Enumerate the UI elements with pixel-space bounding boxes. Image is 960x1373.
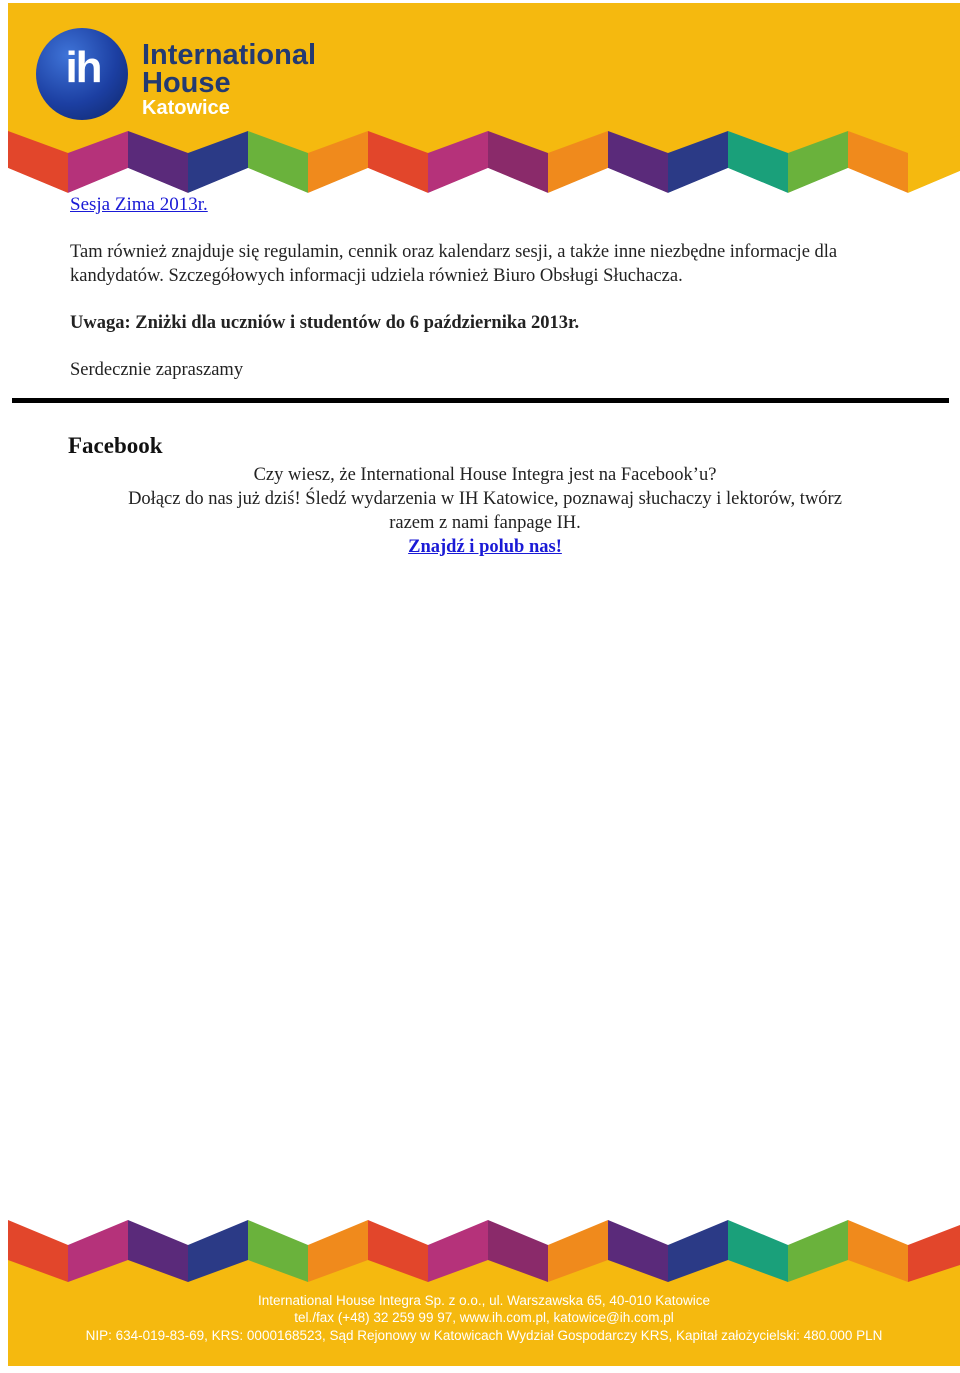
- facebook-line-3: razem z nami fanpage IH.: [389, 513, 581, 533]
- info-paragraph: Tam również znajduje się regulamin, cennik oraz kalendarz sesji, a także inne niezbędne informacje dla kandydatów. Szczegółowych informacji udziela również Biuro Obsługi Słuchacza.: [70, 242, 838, 286]
- ih-logo-circle: [36, 28, 128, 120]
- session-link[interactable]: Sesja Zima 2013r.: [70, 194, 208, 215]
- section-divider: [12, 398, 949, 403]
- footer-contact: tel./fax (+48) 32 259 99 97, www.ih.com.pl, katowice@ih.com.pl: [294, 1310, 674, 1325]
- brand-line-katowice: Katowice: [142, 97, 230, 119]
- facebook-line-2: Dołącz do nas już dziś! Śledź wydarzenia w IH Katowice, poznawaj słuchaczy i lektorów, twórz: [128, 489, 842, 509]
- discount-notice: Uwaga: Zniżki dla uczniów i studentów do 6 października 2013r.: [70, 313, 580, 333]
- footer-company-address: International House Integra Sp. z o.o., ul. Warszawska 65, 40-010 Katowice: [258, 1293, 710, 1308]
- brand-line-house: House: [142, 67, 231, 99]
- facebook-heading: Facebook: [68, 433, 163, 458]
- header-banner: [8, 3, 960, 193]
- footer-registration: NIP: 634-019-83-69, KRS: 0000168523, Sąd Rejonowy w Katowicach Wydział Gospodarczy KRS, Kapitał założycielski: 480.000 PLN: [85, 1328, 883, 1343]
- facebook-section: [40, 463, 930, 559]
- facebook-like-link[interactable]: Znajdź i polub nas!: [408, 537, 562, 557]
- session-paragraph: [70, 194, 208, 216]
- closing-text: Serdecznie zapraszamy: [70, 360, 244, 380]
- footer-banner: [8, 1220, 960, 1366]
- brand-line-international: International: [142, 39, 317, 71]
- ih-logo-text: ih: [65, 43, 101, 92]
- brand-name: [142, 41, 316, 119]
- facebook-line-1: Czy wiesz, że International House Integra jest na Facebook’u?: [253, 465, 717, 485]
